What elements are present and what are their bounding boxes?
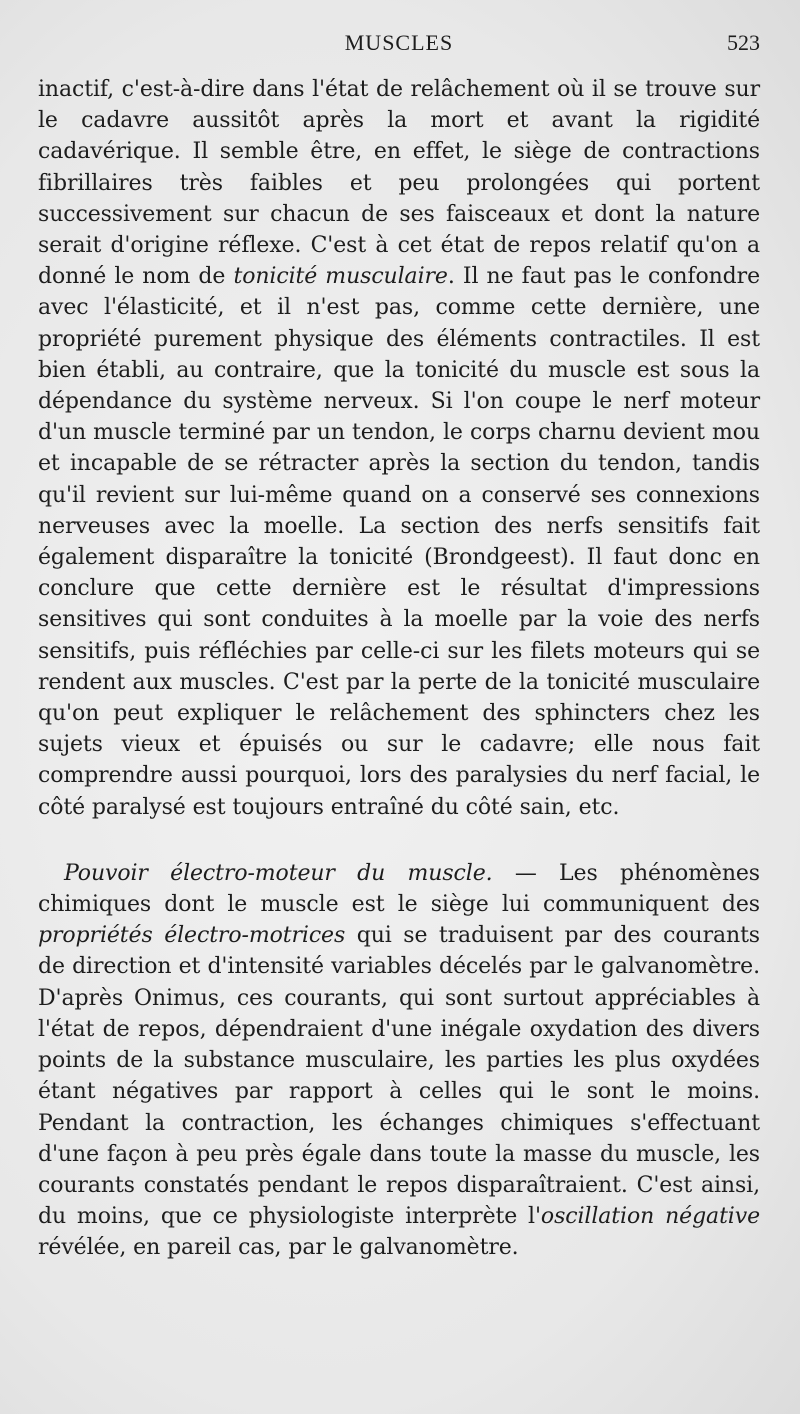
text-run: révélée, en pareil cas, par le galvanomètre.: [38, 1235, 519, 1261]
page-header: [38, 30, 760, 60]
text-run: — Les phénomènes chimiques dont le muscle est le siège lui communiquent des: [38, 860, 761, 918]
text-run: . Il ne faut pas le confondre avec l'élasticité, et il n'est pas, comme cette dernière, une propriété purement physique des éléments contractiles. Il est bien établi, au contraire, que la tonicité du muscle est sous la dépendance du système nerveux. Si l'on coupe le nerf moteur d'un muscle terminé par un tendon, le corps charnu devient mou et incapable de se rétracter après la section du tendon, tandis qu'il revient sur lui-même quand on a conservé ses connexions nerveuses avec la moelle. La section des nerfs sensitifs fait également disparaître la tonicité (Brondgeest). Il faut donc en conclure que cette dernière est le résultat d'impressions sensitives qui sont conduites à la moelle par la voie des nerfs sensitifs, puis réfléchies par celle-ci sur les filets moteurs qui se rendent aux muscles. C'est par la perte de la tonicité musculaire qu'on peut expliquer le relâchement des sphincters chez les sujets vieux et épuisés ou sur le cadavre; elle nous fait comprendre aussi pourquoi, lors des paralysies du nerf facial, le côté paralysé est toujours entraîné du côté sain, etc.: [38, 264, 761, 820]
italic-term: tonicité musculaire: [233, 264, 448, 290]
body-text: [38, 74, 760, 1264]
italic-term: oscillation négative: [540, 1204, 760, 1230]
page-number: 523: [727, 30, 760, 55]
text-run: qui se traduisent par des courants de direction et d'intensité variables décelés par le galvanomètre. D'après Onimus, ces courants, qui sont surtout appréciables à l'état de repos, dépendraient d'une inégale oxydation des divers points de la substance musculaire, les parties les plus oxydées étant négatives par rapport à celles qui le sont le moins. Pendant la contraction, les échanges chimiques s'effectuant d'une façon à peu près égale dans toute la masse du muscle, les courants constatés pendant le repos disparaîtraient. C'est ainsi, du moins, que ce physiologiste interprète l': [38, 923, 760, 1230]
paragraph-electromotive: [38, 858, 760, 1264]
paragraph-tonicity: [38, 74, 760, 823]
running-title: MUSCLES: [344, 30, 454, 55]
text-run: inactif, c'est-à-dire dans l'état de relâchement où il se trouve sur le cadavre aussitôt après la mort et avant la rigidité cadavérique. Il semble être, en effet, le siège de contractions fibrillaires très faibles et peu prolongées qui portent successivement sur chacun de ses faisceaux et dont la nature serait d'origine réflexe. C'est à cet état de repos relatif qu'on a donné le nom de: [38, 77, 760, 290]
italic-term: propriétés électro-motrices: [38, 923, 346, 949]
section-heading: Pouvoir électro-moteur du muscle.: [64, 860, 493, 886]
